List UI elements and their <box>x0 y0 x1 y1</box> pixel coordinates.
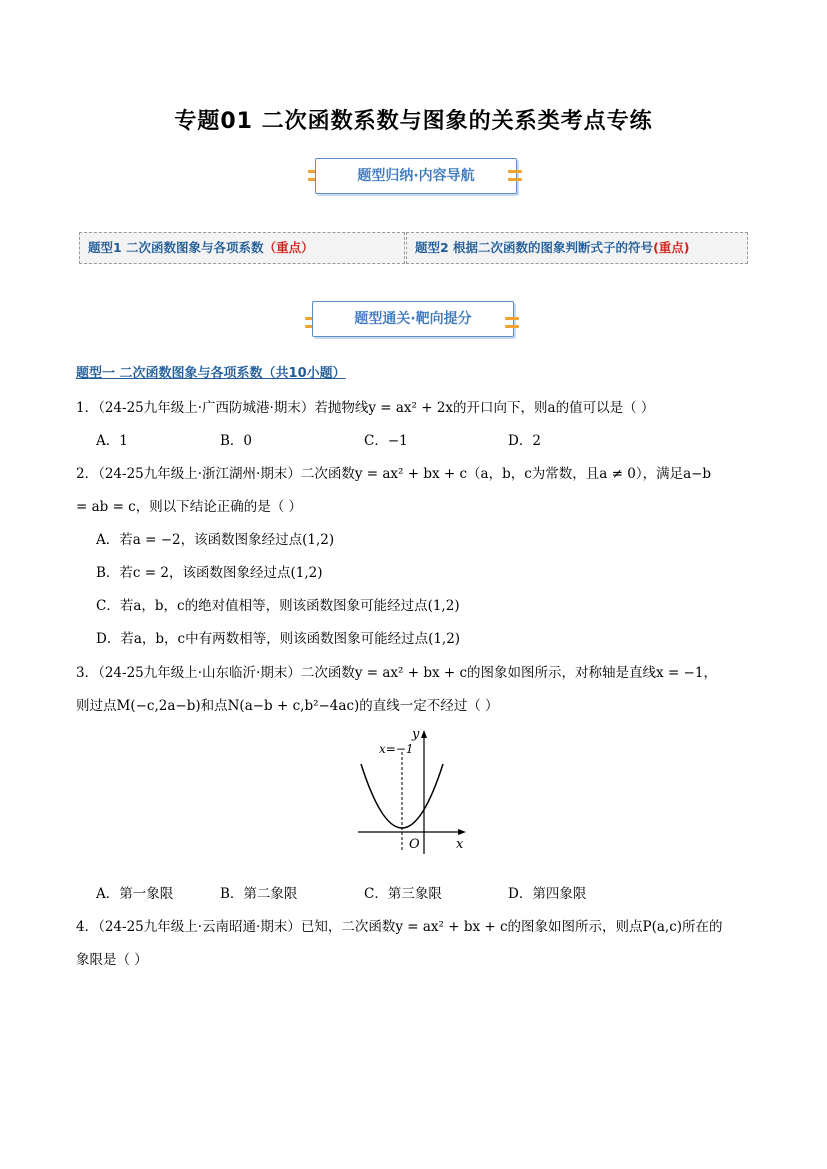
x-axis-label: x <box>456 837 464 852</box>
nav-item-type-2[interactable] <box>406 232 748 264</box>
banner-practice: 题型通关·靶向提分 <box>312 301 514 337</box>
q3-option-d[interactable]: D．第四象限 <box>508 886 587 902</box>
q1-option-c[interactable]: C．−1 <box>364 433 408 449</box>
question-4-stem-line2: 象限是（ ） <box>76 952 148 968</box>
q2-option-c[interactable]: C．若a，b，c的绝对值相等，则该函数图象可能经过点(1,2) <box>96 598 460 614</box>
question-1-stem: 1．（24-25九年级上·广西防城港·期末）若抛物线y = ax² + 2x的开口向下，则a的值可以是（ ） <box>76 400 655 416</box>
q3-option-b[interactable]: B．第二象限 <box>220 886 298 902</box>
q1-option-a[interactable]: A．1 <box>96 433 128 449</box>
nav-item-label: 题型2 根据二次函数的图象判断式子的符号 <box>415 240 654 255</box>
nav-item-tag: (重点) <box>653 240 690 255</box>
x-axis-arrow <box>458 829 466 835</box>
banner-content-nav: 题型归纳·内容导航 <box>315 158 517 194</box>
question-4-stem-line1: 4．（24-25九年级上·云南昭通·期末）已知，二次函数y = ax² + bx + c的图象如图所示，则点P(a,c)所在的 <box>76 919 723 935</box>
question-3-stem-line1: 3．（24-25九年级上·山东临沂·期末）二次函数y = ax² + bx + c的图象如图所示，对称轴是直线x = −1， <box>76 665 717 681</box>
symmetry-axis-label: x=−1 <box>379 742 414 756</box>
nav-item-label: 题型1 二次函数图象与各项系数 <box>88 240 264 255</box>
q2-option-a[interactable]: A．若a = −2，该函数图象经过点(1,2) <box>96 532 335 548</box>
q2-option-d[interactable]: D．若a，b，c中有两数相等，则该函数图象可能经过点(1,2) <box>96 631 461 647</box>
banner-right-decoration <box>505 312 519 334</box>
section-heading: 题型一 二次函数图象与各项系数（共10小题） <box>76 366 346 381</box>
question-3-stem-line2: 则过点M(−c,2a−b)和点N(a−b + c,b²−4ac)的直线一定不经过（ ） <box>76 698 499 714</box>
parabola-graph <box>354 724 474 860</box>
page-title: 专题01 二次函数系数与图象的关系类考点专练 <box>174 109 653 134</box>
q3-option-c[interactable]: C．第三象限 <box>364 886 442 902</box>
y-axis-label: y <box>412 727 420 742</box>
q3-option-a[interactable]: A．第一象限 <box>96 886 174 902</box>
nav-item-tag: （重点） <box>263 240 314 255</box>
q1-option-b[interactable]: B．0 <box>220 433 253 449</box>
q2-option-b[interactable]: B．若c = 2，该函数图象经过点(1,2) <box>96 565 323 581</box>
q1-option-d[interactable]: D．2 <box>508 433 541 449</box>
nav-item-type-1[interactable] <box>79 232 405 264</box>
question-2-stem-line2: = ab = c，则以下结论正确的是（ ） <box>76 499 303 515</box>
question-2-stem-line1: 2．（24-25九年级上·浙江湖州·期末）二次函数y = ax² + bx + c（a，b，c为常数，且a ≠ 0），满足a−b <box>76 466 712 482</box>
banner-right-decoration <box>508 165 522 187</box>
y-axis-arrow <box>421 730 427 738</box>
origin-label: O <box>409 837 420 852</box>
